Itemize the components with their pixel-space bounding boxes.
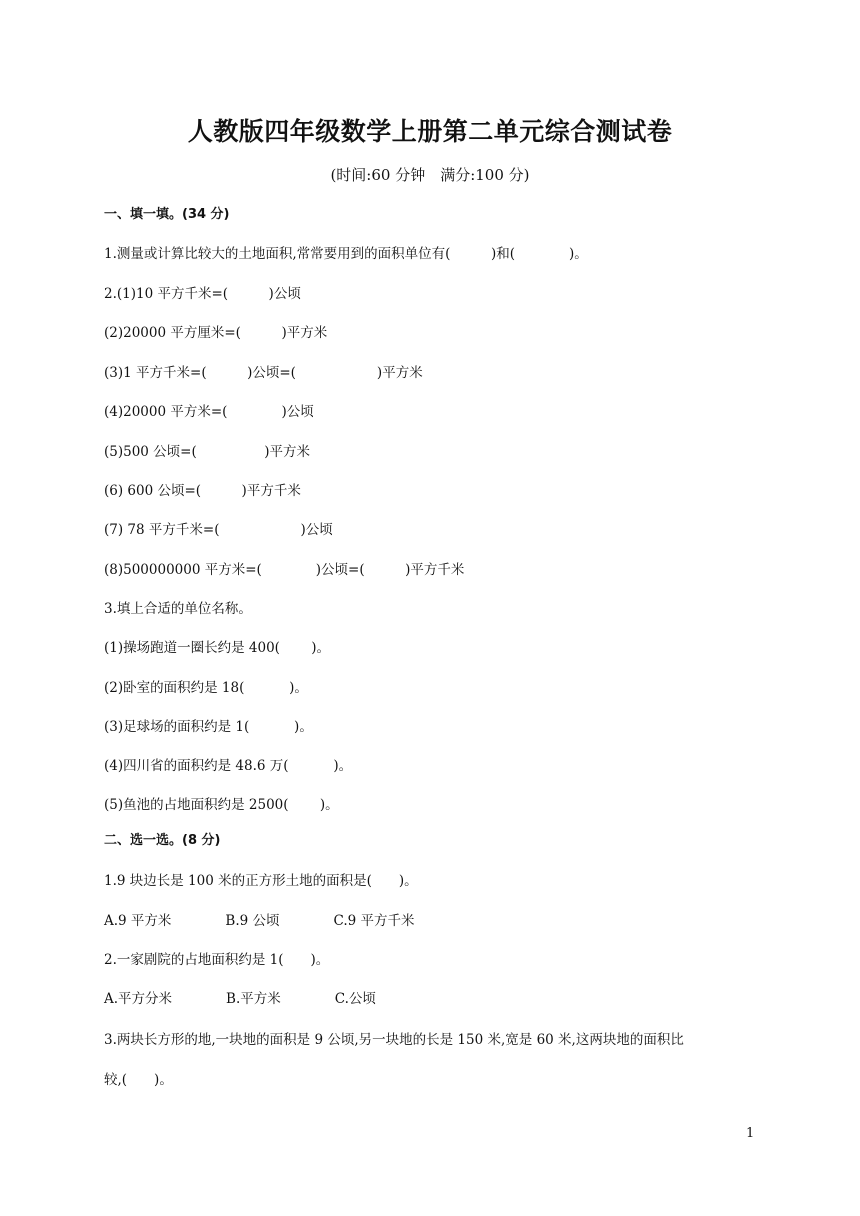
question-text: 2.一家剧院的占地面积约是 1( )。 bbox=[104, 952, 330, 968]
question-text: (2)卧室的面积约是 18( )。 bbox=[104, 680, 308, 696]
answer-options: A.平方分米 B.平方米 C.公顷 bbox=[104, 991, 376, 1007]
question-text: 1.9 块边长是 100 米的正方形土地的面积是( )。 bbox=[104, 873, 418, 889]
question-text: (7) 78 平方千米=( )公顷 bbox=[104, 522, 333, 538]
question-text: (1)操场跑道一圈长约是 400( )。 bbox=[104, 640, 331, 656]
question-text: (5)鱼池的占地面积约是 2500( )。 bbox=[104, 797, 339, 813]
question-text: 3.填上合适的单位名称。 bbox=[104, 601, 252, 617]
question-text: (5)500 公顷=( )平方米 bbox=[104, 444, 311, 460]
question-text: (3)1 平方千米=( )公顷=( )平方米 bbox=[104, 365, 423, 381]
section-heading-multiple-choice: 二、选一选。(8 分) bbox=[104, 833, 221, 848]
exam-time-score: (时间:60 分钟 满分:100 分) bbox=[330, 166, 530, 184]
answer-options: A.9 平方米 B.9 公顷 C.9 平方千米 bbox=[104, 913, 415, 929]
section-heading-fill-in: 一、填一填。(34 分) bbox=[104, 207, 230, 222]
question-text: 3.两块长方形的地,一块地的面积是 9 公顷,另一块地的长是 150 米,宽是 60 米,这两块地的面积比 bbox=[104, 1032, 684, 1048]
question-text: (2)20000 平方厘米=( )平方米 bbox=[104, 325, 328, 341]
question-text: (6) 600 公顷=( )平方千米 bbox=[104, 483, 301, 499]
question-text: (3)足球场的面积约是 1( )。 bbox=[104, 719, 313, 735]
question-text: (8)500000000 平方米=( )公顷=( )平方千米 bbox=[104, 562, 465, 578]
question-text: 较,( )。 bbox=[104, 1072, 173, 1088]
page-number: 1 bbox=[746, 1126, 755, 1141]
question-text: (4)20000 平方米=( )公顷 bbox=[104, 404, 314, 420]
question-text: 1.测量或计算比较大的土地面积,常常要用到的面积单位有( )和( )。 bbox=[104, 246, 588, 262]
page-title: 人教版四年级数学上册第二单元综合测试卷 bbox=[187, 117, 673, 146]
question-text: (4)四川省的面积约是 48.6 万( )。 bbox=[104, 758, 353, 774]
question-text: 2.(1)10 平方千米=( )公顷 bbox=[104, 286, 301, 302]
